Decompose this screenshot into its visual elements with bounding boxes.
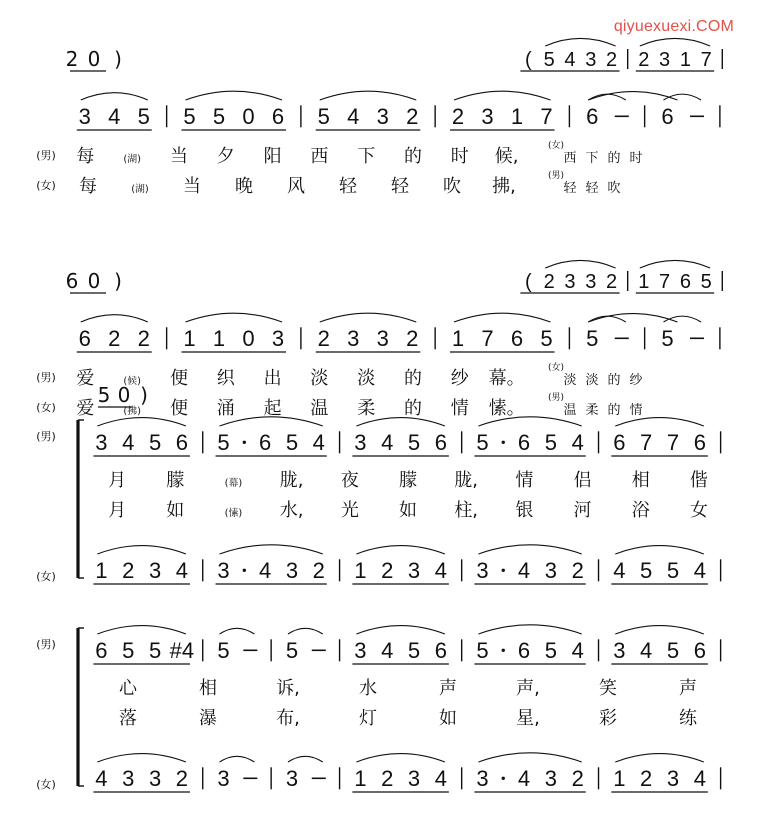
block2-aside-label: (女) (547, 363, 565, 373)
block1-lyrics-lyric: 风 (287, 176, 305, 197)
block1-aside-lyric: 的 (607, 151, 621, 166)
block2-main-note: 6 (78, 326, 91, 351)
block2-main-slur (588, 316, 626, 322)
block2-main-note: 5 (661, 326, 674, 351)
block3-male-note: 5 (148, 430, 162, 455)
block4-male-note: 5 (407, 638, 421, 663)
block1-lyrics-lyric: 晚 (235, 176, 253, 197)
block4-male-lyrics-lyric: 声 (439, 678, 457, 699)
block2-aside-lyric: 情 (629, 403, 643, 418)
block4-male-lyrics-lyric: 心 (119, 678, 137, 699)
block1-main-slur (81, 93, 148, 100)
block4-male-lyrics-lyric: 声, (516, 678, 540, 699)
block3-male-label: (男) (36, 430, 56, 443)
block4-male-note: #4 (169, 638, 195, 663)
block4-female-slur (478, 753, 581, 762)
block1-lyrics-lyric: 西 (310, 146, 329, 167)
block3-female-note: 3 (407, 558, 421, 583)
block1-main-note: 5 (317, 104, 330, 129)
block3-male-note: 6 (434, 430, 447, 455)
block2-pickup-note: 6 (65, 269, 79, 293)
block4-female-note: 2 (640, 766, 653, 791)
block1-pickup-right-note: 2 (606, 49, 618, 71)
block1-main-note: 3 (376, 104, 389, 129)
block1-main-note: 6 (586, 104, 599, 129)
block1-lyrics-lyric: 下 (357, 146, 376, 167)
block1-pickup-right-note: ( (525, 49, 532, 71)
block3-male-lyrics-lyric: 如 (166, 500, 185, 521)
block3-female-note: 2 (312, 558, 325, 583)
block3-female-slur (97, 546, 186, 554)
block3-male-note: 6 (258, 430, 272, 455)
block3-male-note: 4 (312, 430, 325, 455)
block3-male-lyrics-lyric: 胧, (454, 470, 479, 491)
block3-female-note: 1 (95, 558, 108, 583)
block2-pickup-paren: ) (114, 269, 122, 293)
block3-female-note: 4 (693, 558, 706, 583)
block3-male-lyrics-lyric: 月 (108, 470, 127, 491)
block3-male-lyrics-lyric: 朦 (399, 470, 417, 491)
block3-male-lyrics-lyric: 女 (689, 500, 708, 521)
block2-lyrics-lyric: 淡 (310, 368, 329, 389)
block4-female-note: 3 (544, 766, 558, 791)
block4-male-note: 3 (613, 638, 626, 663)
block2-main-note: 5 (586, 326, 599, 351)
block3-male-note: 6 (175, 430, 189, 455)
block2-pickup-note: 0 (87, 269, 101, 293)
block1-lyrics-lyric: 轻 (339, 176, 357, 197)
block3-male-note: 5 (285, 430, 299, 455)
block3-male-lyrics-lyric: 光 (340, 500, 359, 521)
block3-male-lyrics-lyric: 偕 (689, 470, 708, 491)
block3-male-note: 5 (544, 430, 558, 455)
block2-lyrics-lyric: 柔 (357, 398, 376, 419)
block1-pickup-right-note: 2 (638, 49, 650, 71)
block3-pickup-note: 5 (97, 383, 111, 407)
block4-male-lyrics-lyric: 落 (119, 708, 137, 729)
block2-main-slur (454, 313, 551, 322)
block4-female-note: 3 (666, 766, 680, 791)
block2-aside-lyric: 淡 (563, 373, 577, 388)
block1-main-note: 5 (212, 104, 226, 129)
block1-main-note: 7 (540, 104, 553, 129)
block1-main-note: 2 (406, 104, 419, 129)
block1-lyrics-lyric: 每 (76, 146, 95, 167)
block3-male-note: 6 (517, 430, 531, 455)
block1-pickup-right-note: 7 (700, 49, 712, 71)
block2-aside-lyric: 的 (607, 403, 621, 418)
block1-pickup-right-note: 1 (679, 49, 691, 71)
block2-voice-label: (女) (36, 401, 56, 414)
block2-lyrics-lyric: 的 (404, 368, 422, 389)
block2-main-note: 3 (376, 326, 389, 351)
block3-female-note: 3 (285, 558, 299, 583)
block1-main-note: 1 (510, 104, 524, 129)
block4-female-note: 2 (175, 766, 189, 791)
block4-male-lyrics-lyric: 练 (679, 708, 697, 729)
block4-male-note: 3 (354, 638, 367, 663)
block3-male-lyrics-lyric: 月 (108, 500, 127, 521)
block4-male-lyrics-lyric: 诉, (276, 678, 300, 699)
block2-main-slur (186, 313, 283, 322)
block3-female-note: 1 (354, 558, 367, 583)
block2-pickup-slur (545, 260, 615, 268)
block4-male-note: 6 (95, 638, 108, 663)
block3-female-note: 4 (258, 558, 272, 583)
block2-tie (588, 314, 677, 322)
block2-main-note: 5 (540, 326, 553, 351)
block3-male-note: 5 (407, 430, 421, 455)
block2-main-note: 6 (510, 326, 524, 351)
block4-male-note: 4 (571, 638, 584, 663)
block2-main-note: 2 (317, 326, 330, 351)
block3-female-slur (615, 546, 704, 554)
block1-aside-label: (女) (547, 141, 565, 151)
block3-female-note: 5 (640, 558, 653, 583)
block1-main-slur (186, 91, 283, 100)
block1-main-slur (588, 94, 626, 100)
block2-main-slur (81, 315, 148, 322)
block4-female-note: 3 (122, 766, 135, 791)
block3-male-augment-dot (243, 441, 246, 444)
block2-aside-lyric: 温 (563, 403, 577, 418)
block3-male-lyrics-lyric: 侣 (573, 470, 592, 491)
block3-male-lyrics-lyric: 相 (631, 470, 650, 491)
block4-female-note: 3 (407, 766, 421, 791)
block3-male-slur (615, 418, 704, 426)
block3-female-note: 3 (544, 558, 558, 583)
block4-male-note: 5 (122, 638, 135, 663)
block2-aside-lyric: 的 (607, 373, 621, 388)
block3-male-lyrics-lyric: 情 (515, 470, 534, 491)
block3-female-note: 4 (434, 558, 447, 583)
block4-male-note: 5 (148, 638, 162, 663)
block2-lyrics-lyric: 出 (263, 368, 282, 389)
block1-lyrics-lyric: 当 (170, 146, 188, 167)
block3-male-lyrics-lyric: 夜 (340, 470, 359, 491)
block2-main-note: 2 (108, 326, 121, 351)
block3-female-note: 4 (517, 558, 531, 583)
block3-male-lyrics-lyric: 河 (573, 500, 592, 521)
block1-lyrics-lyric: 轻 (391, 176, 409, 197)
block3-pickup-note: 0 (117, 383, 131, 407)
block3-male-lyrics-lyric: 如 (399, 500, 417, 521)
block4-male-note: 5 (544, 638, 558, 663)
block1-main-note: 6 (661, 104, 674, 129)
block3-female-label: (女) (36, 570, 56, 583)
block2-pickup-right-note: 5 (700, 271, 712, 293)
block2-lyrics-lyric: 温 (310, 398, 329, 419)
block4-male-lyrics-lyric: 笑 (599, 678, 617, 699)
block3-female-slur (220, 545, 323, 554)
block2-main-slur (320, 313, 417, 322)
block2-lyrics-lyric: 便 (170, 368, 188, 389)
block3-male-note: 7 (640, 430, 653, 455)
block4-female-slur (97, 754, 186, 762)
block4-female-slur (615, 754, 704, 762)
block4-male-lyrics-lyric: 如 (439, 708, 457, 729)
block3-male-lyrics-lyric: 浴 (631, 500, 650, 521)
block4-male-note: 6 (434, 638, 447, 663)
block1-main-note: 3 (78, 104, 91, 129)
block4-male-lyrics-lyric: 水 (359, 678, 377, 699)
block3-female-note: 3 (148, 558, 162, 583)
block2-lyrics-lyric: 愫。 (488, 398, 525, 419)
block1-main-note: 0 (242, 104, 255, 129)
block1-lyrics-lyric: (湖) (131, 184, 149, 195)
block3-male-lyrics-lyric: 柱, (454, 500, 479, 521)
block4-female-slur (356, 754, 445, 762)
block2-aside-lyric: 纱 (629, 373, 643, 388)
block2-main-note: 3 (271, 326, 285, 351)
block4-male-note: 5 (666, 638, 680, 663)
block4-female-note: 4 (434, 766, 447, 791)
block3-male-lyrics-lyric: (愫) (224, 508, 243, 519)
block1-lyrics-lyric: 当 (183, 176, 201, 197)
block4-male-lyrics-lyric: 声 (679, 678, 697, 699)
block2-lyrics-lyric: 爱 (76, 398, 95, 419)
block2-pickup-right-note: ( (525, 271, 532, 293)
block4-male-slur (288, 628, 323, 634)
block2-main-note: 0 (242, 326, 255, 351)
block4-male-slur (615, 626, 704, 634)
block1-lyrics-lyric: 每 (79, 176, 97, 197)
block2-pickup-right-note: 3 (564, 271, 576, 293)
block2-lyrics-lyric: (拂) (123, 406, 141, 417)
block1-aside-lyric: 西 (563, 151, 577, 166)
block1-voice-label: (男) (36, 149, 56, 162)
block4-male-slur (478, 625, 581, 634)
block3-male-augment-dot (502, 441, 505, 444)
block1-lyrics-lyric: 的 (404, 146, 422, 167)
block1-aside-lyric: 轻 (563, 181, 577, 196)
block4-female-note: 4 (517, 766, 531, 791)
block4-female-note: 4 (693, 766, 706, 791)
block2-main-note: 2 (137, 326, 150, 351)
block2-lyrics-lyric: 涌 (216, 398, 235, 419)
block1-aside-lyric: 时 (629, 151, 643, 166)
block1-pickup-slur (640, 38, 710, 46)
block3-female-note: 2 (571, 558, 584, 583)
block1-pickup-note: 0 (87, 47, 101, 71)
block4-male-note: 5 (217, 638, 230, 663)
block2-pickup-right-note: 6 (679, 271, 691, 293)
block2-main-note: 7 (481, 326, 494, 351)
block2-pickup-right-note: 1 (638, 271, 650, 293)
block1-main-note: 5 (137, 104, 150, 129)
block3-male-note: 6 (693, 430, 706, 455)
block2-pickup-right-note: 3 (585, 271, 597, 293)
block2-lyrics-lyric: 爱 (76, 368, 95, 389)
block1-lyrics-lyric: 阳 (263, 146, 282, 167)
block1-tie (588, 92, 677, 100)
block3-female-note: 2 (381, 558, 394, 583)
block3-female-augment-dot (243, 569, 246, 572)
block2-lyrics-lyric: (候) (123, 376, 141, 387)
block4-male-note: 5 (476, 638, 489, 663)
block3-female-slur (478, 545, 581, 554)
block3-pickup-paren: ) (140, 383, 148, 407)
block4-female-augment-dot (502, 777, 505, 780)
block4-male-note: 5 (285, 638, 299, 663)
block3-male-note: 7 (666, 430, 680, 455)
block3-male-note: 4 (381, 430, 394, 455)
block4-male-note: 4 (381, 638, 394, 663)
block4-male-lyrics-lyric: 灯 (359, 708, 377, 729)
block2-pickup-right-note: 2 (606, 271, 618, 293)
block1-lyrics-lyric: (湖) (123, 154, 141, 165)
block4-female-note: 3 (476, 766, 489, 791)
block4-male-slur (97, 626, 186, 634)
block2-lyrics-lyric: 织 (216, 368, 235, 389)
block3-male-lyrics-lyric: 水, (279, 500, 304, 521)
block1-pickup-right-note: 3 (659, 49, 671, 71)
block2-pickup-right-note: 7 (659, 271, 671, 293)
block4-male-lyrics-lyric: 瀑 (199, 708, 217, 729)
block4-male-augment-dot (502, 649, 505, 652)
block3-male-lyrics-lyric: (幕) (224, 478, 243, 489)
block1-main-slur (454, 91, 551, 100)
block1-main-note: 2 (451, 104, 465, 129)
block2-main-note: 1 (183, 326, 196, 351)
block1-voice-label: (女) (36, 179, 56, 192)
block1-main-note: 3 (481, 104, 494, 129)
block4-male-slur (356, 626, 445, 634)
block2-main-note: 2 (406, 326, 419, 351)
block1-main-note: 4 (108, 104, 121, 129)
block1-aside-label: (男) (547, 171, 565, 181)
block2-lyrics-lyric: 幕。 (488, 368, 525, 389)
block1-lyrics-lyric: 夕 (216, 146, 235, 167)
block3-male-note: 4 (122, 430, 135, 455)
block4-female-note: 4 (95, 766, 108, 791)
block3-male-note: 3 (95, 430, 108, 455)
block1-aside-lyric: 轻 (585, 181, 599, 196)
block2-aside-lyric: 淡 (585, 373, 599, 388)
block3-female-slur (356, 546, 445, 554)
block3-female-note: 3 (217, 558, 230, 583)
block4-female-note: 3 (285, 766, 299, 791)
block1-lyrics-lyric: 时 (450, 146, 469, 167)
block3-female-note: 3 (476, 558, 489, 583)
block1-pickup-paren: ) (114, 47, 122, 71)
block4-male-lyrics-lyric: 彩 (599, 708, 617, 729)
block2-aside-lyric: 柔 (585, 403, 599, 418)
block1-lyrics-lyric: 吹 (443, 176, 461, 197)
block2-lyrics-lyric: 淡 (357, 368, 376, 389)
block4-female-note: 3 (217, 766, 230, 791)
block1-pickup-right-note: 4 (564, 49, 576, 71)
block2-lyrics-lyric: 纱 (450, 368, 469, 389)
block1-lyrics-lyric: 候, (494, 146, 519, 167)
block1-main-slur (320, 91, 417, 100)
block4-female-note: 2 (571, 766, 584, 791)
block4-female-slur (220, 756, 255, 762)
block4-male-lyrics-lyric: 星, (516, 708, 540, 729)
block2-lyrics-lyric: 情 (450, 398, 469, 419)
block3-female-note: 4 (175, 558, 189, 583)
block1-pickup-right-note: 3 (585, 49, 597, 71)
block2-main-note: 3 (347, 326, 360, 351)
site-watermark: qiyuexuexi.COM (613, 18, 734, 35)
block4-female-note: 3 (148, 766, 162, 791)
block2-voice-label: (男) (36, 371, 56, 384)
block3-male-note: 4 (571, 430, 584, 455)
block4-male-label: (男) (36, 638, 56, 651)
block2-main-note: 1 (451, 326, 465, 351)
block4-male-note: 6 (693, 638, 706, 663)
block3-male-note: 6 (613, 430, 626, 455)
block2-aside-label: (男) (547, 393, 565, 403)
block4-female-note: 2 (381, 766, 394, 791)
block1-main-note: 6 (271, 104, 285, 129)
block3-male-note: 3 (354, 430, 367, 455)
block1-main-note: 5 (183, 104, 196, 129)
block3-male-lyrics-lyric: 银 (515, 500, 534, 521)
block1-lyrics-lyric: 拂, (492, 176, 516, 197)
block4-male-slur (220, 628, 255, 634)
block3-male-note: 5 (476, 430, 489, 455)
block3-female-note: 4 (613, 558, 626, 583)
block3-male-lyrics-lyric: 朦 (166, 470, 185, 491)
block2-lyrics-lyric: 起 (263, 398, 282, 419)
block3-female-note: 2 (122, 558, 135, 583)
block1-aside-lyric: 下 (585, 151, 599, 166)
block3-female-augment-dot (502, 569, 505, 572)
block4-male-lyrics-lyric: 相 (199, 678, 217, 699)
block4-male-note: 4 (640, 638, 653, 663)
block3-male-lyrics-lyric: 胧, (279, 470, 304, 491)
block2-pickup-right-note: 2 (543, 271, 555, 293)
block1-aside-lyric: 吹 (607, 181, 621, 196)
block1-pickup-right-note: 5 (543, 49, 555, 71)
block4-female-label: (女) (36, 778, 56, 791)
block4-male-note: 6 (517, 638, 531, 663)
block1-main-note: 4 (347, 104, 360, 129)
block3-male-note: 5 (217, 430, 230, 455)
block3-female-note: 5 (666, 558, 680, 583)
block4-male-lyrics-lyric: 布, (276, 708, 300, 729)
block2-lyrics-lyric: 便 (170, 398, 188, 419)
block1-pickup-note: 2 (65, 47, 79, 71)
block4-female-note: 1 (613, 766, 626, 791)
block4-female-slur (288, 756, 323, 762)
block2-pickup-slur (640, 260, 710, 268)
block2-lyrics-lyric: 的 (404, 398, 422, 419)
block4-female-note: 1 (354, 766, 367, 791)
block2-main-note: 1 (212, 326, 226, 351)
block1-pickup-slur (545, 38, 615, 46)
